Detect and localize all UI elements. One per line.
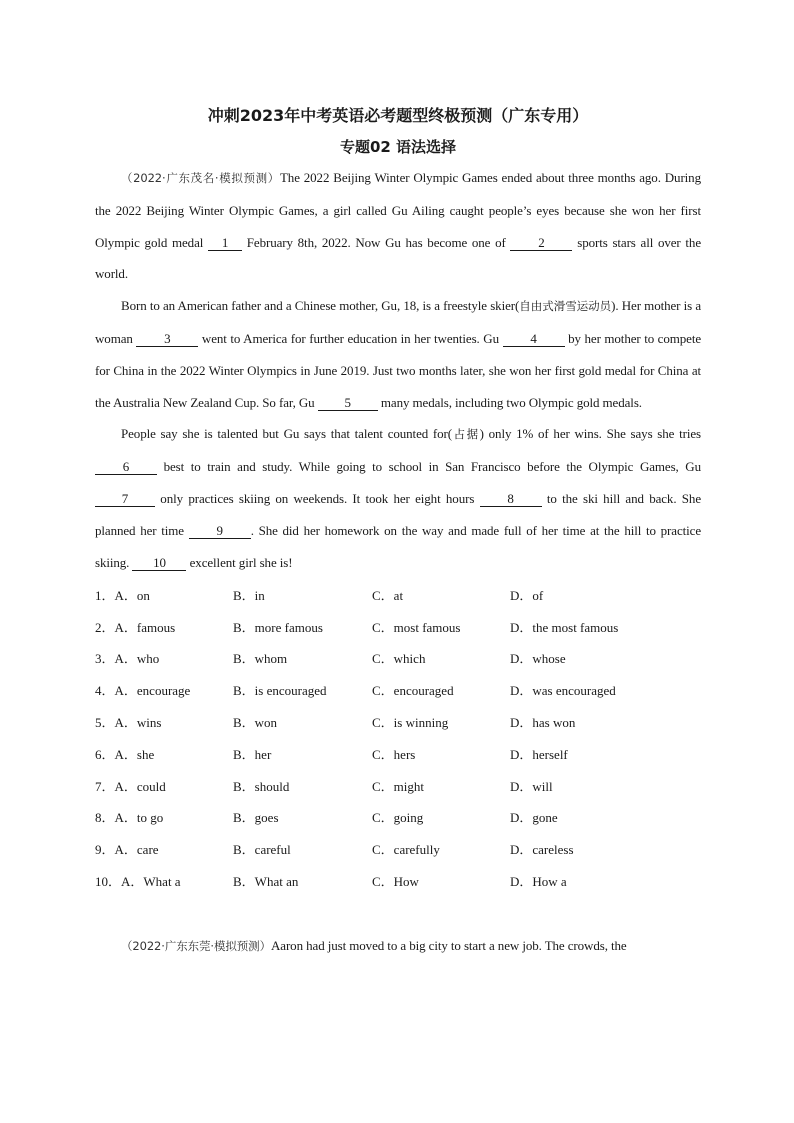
question-row-10 <box>95 865 701 897</box>
option-a[interactable]: 4．A．encourage <box>95 683 191 699</box>
option-d[interactable]: D．the most famous <box>510 619 619 635</box>
blank-9[interactable]: 9 <box>189 524 251 539</box>
option-b[interactable]: B．goes <box>233 810 279 826</box>
text: Born to an American father and a Chinese mother, Gu, 18, is a freestyle skier( <box>121 298 520 314</box>
passage1-paragraph-2 <box>95 290 701 418</box>
question-row-1 <box>95 578 701 610</box>
option-b[interactable]: B．What an <box>233 873 299 889</box>
option-a[interactable]: 9．A．care <box>95 842 159 858</box>
option-d[interactable]: D．herself <box>510 746 568 762</box>
question-options <box>95 578 701 896</box>
option-c[interactable]: C．hers <box>372 746 416 762</box>
question-row-3 <box>95 642 701 674</box>
text: to the ski hill and back. She planned her time <box>95 490 701 538</box>
option-c[interactable]: C．carefully <box>372 842 440 858</box>
passage2-source: （2022·广东东莞·模拟预测） <box>121 939 271 954</box>
text: ) only 1% of her wins. She says she tries <box>479 426 701 442</box>
text: Aaron had just moved to a big city to start a new job. The crowds, the <box>270 938 627 954</box>
text: excellent girl she is! <box>186 554 293 570</box>
option-c[interactable]: C．is winning <box>372 714 449 730</box>
blank-8[interactable]: 8 <box>480 492 542 507</box>
option-b[interactable]: B．whom <box>233 651 288 667</box>
question-row-8 <box>95 801 701 833</box>
spacer <box>95 896 701 930</box>
page-title: 冲刺2023年中考英语必考题型终极预测（广东专用） <box>207 106 589 125</box>
option-c[interactable]: C．encouraged <box>372 683 454 699</box>
option-a[interactable]: 8．A．to go <box>95 810 164 826</box>
document-page <box>95 100 701 963</box>
blank-3[interactable]: 3 <box>136 332 198 347</box>
option-c[interactable]: C．might <box>372 778 425 794</box>
passage1-paragraph-1 <box>95 162 701 290</box>
blank-7[interactable]: 7 <box>95 492 155 507</box>
option-d[interactable]: D．gone <box>510 810 558 826</box>
passage2-paragraph-1 <box>95 930 701 963</box>
text: best to train and study. While going to school in San Francisco before the Olympic Games, Gu <box>157 459 701 475</box>
option-a[interactable]: 3．A．who <box>95 651 160 667</box>
question-row-4 <box>95 674 701 706</box>
option-a[interactable]: 5．A．wins <box>95 714 162 730</box>
option-b[interactable]: B．is encouraged <box>233 683 327 699</box>
option-c[interactable]: C．How <box>372 873 419 889</box>
option-b[interactable]: B．in <box>233 587 265 603</box>
option-b[interactable]: B．her <box>233 746 272 762</box>
option-c[interactable]: C．which <box>372 651 426 667</box>
option-d[interactable]: D．whose <box>510 651 566 667</box>
option-d[interactable]: D．has won <box>510 714 576 730</box>
passage1-source: （2022·广东茂名·模拟预测） <box>121 171 280 185</box>
option-a[interactable]: 2．A．famous <box>95 619 176 635</box>
question-row-6 <box>95 737 701 769</box>
option-d[interactable]: D．of <box>510 587 544 603</box>
option-a[interactable]: 10．A．What a <box>95 873 181 889</box>
blank-6[interactable]: 6 <box>95 460 157 475</box>
option-c[interactable]: C．most famous <box>372 619 461 635</box>
blank-10[interactable]: 10 <box>132 556 186 571</box>
option-b[interactable]: B．careful <box>233 842 291 858</box>
option-d[interactable]: D．will <box>510 778 553 794</box>
text: by her mother to compete for China in the 2022 Winter Olympics in June 2019. Just two months later, she won her first gold medal for China at the Australia New Zealand Cup. So far, Gu <box>95 330 702 410</box>
text: People say she is talented but Gu says that talent counted for( <box>121 426 452 442</box>
text: many medals, including two Olympic gold medals. <box>377 394 642 410</box>
option-a[interactable]: 6．A．she <box>95 746 155 762</box>
option-d[interactable]: D．careless <box>510 842 574 858</box>
option-b[interactable]: B．won <box>233 714 278 730</box>
option-c[interactable]: C．at <box>372 587 404 603</box>
chinese-gloss: 自由式滑雪运动员 <box>519 299 612 314</box>
text: The 2022 Beijing Winter Olympic Games ended about three months ago. During the 2022 Beijing Winter Olympic Games, a girl called Gu Ailing caught people’s eyes because she won her first Olympic gold medal <box>95 170 701 250</box>
question-row-9 <box>95 833 701 865</box>
option-b[interactable]: B．more famous <box>233 619 323 635</box>
question-row-2 <box>95 610 701 642</box>
section-title: 专题02 语法选择 <box>339 138 457 156</box>
text: February 8th, 2022. Now Gu has become one of <box>242 234 511 250</box>
option-b[interactable]: B．should <box>233 778 290 794</box>
blank-4[interactable]: 4 <box>503 332 565 347</box>
chinese-gloss: 占据 <box>452 427 480 442</box>
option-a[interactable]: 1．A．on <box>95 587 150 603</box>
option-a[interactable]: 7．A．could <box>95 778 166 794</box>
text: only practices skiing on weekends. It took her eight hours <box>155 490 480 506</box>
blank-5[interactable]: 5 <box>318 396 378 411</box>
blank-2[interactable]: 2 <box>510 236 572 251</box>
option-d[interactable]: D．How a <box>510 873 567 889</box>
option-d[interactable]: D．was encouraged <box>510 683 616 699</box>
text: went to America for further education in her twenties. Gu <box>198 330 503 346</box>
passage1-paragraph-3 <box>95 418 701 578</box>
text: ). Her mother is a woman <box>95 298 702 346</box>
question-row-5 <box>95 706 701 738</box>
text: sports stars all over the world. <box>95 234 701 282</box>
blank-1[interactable]: 1 <box>208 236 242 251</box>
text: . She did her homework on the way and made full of her time at the hill to practice skiing. <box>95 522 701 570</box>
question-row-7 <box>95 769 701 801</box>
option-c[interactable]: C．going <box>372 810 424 826</box>
